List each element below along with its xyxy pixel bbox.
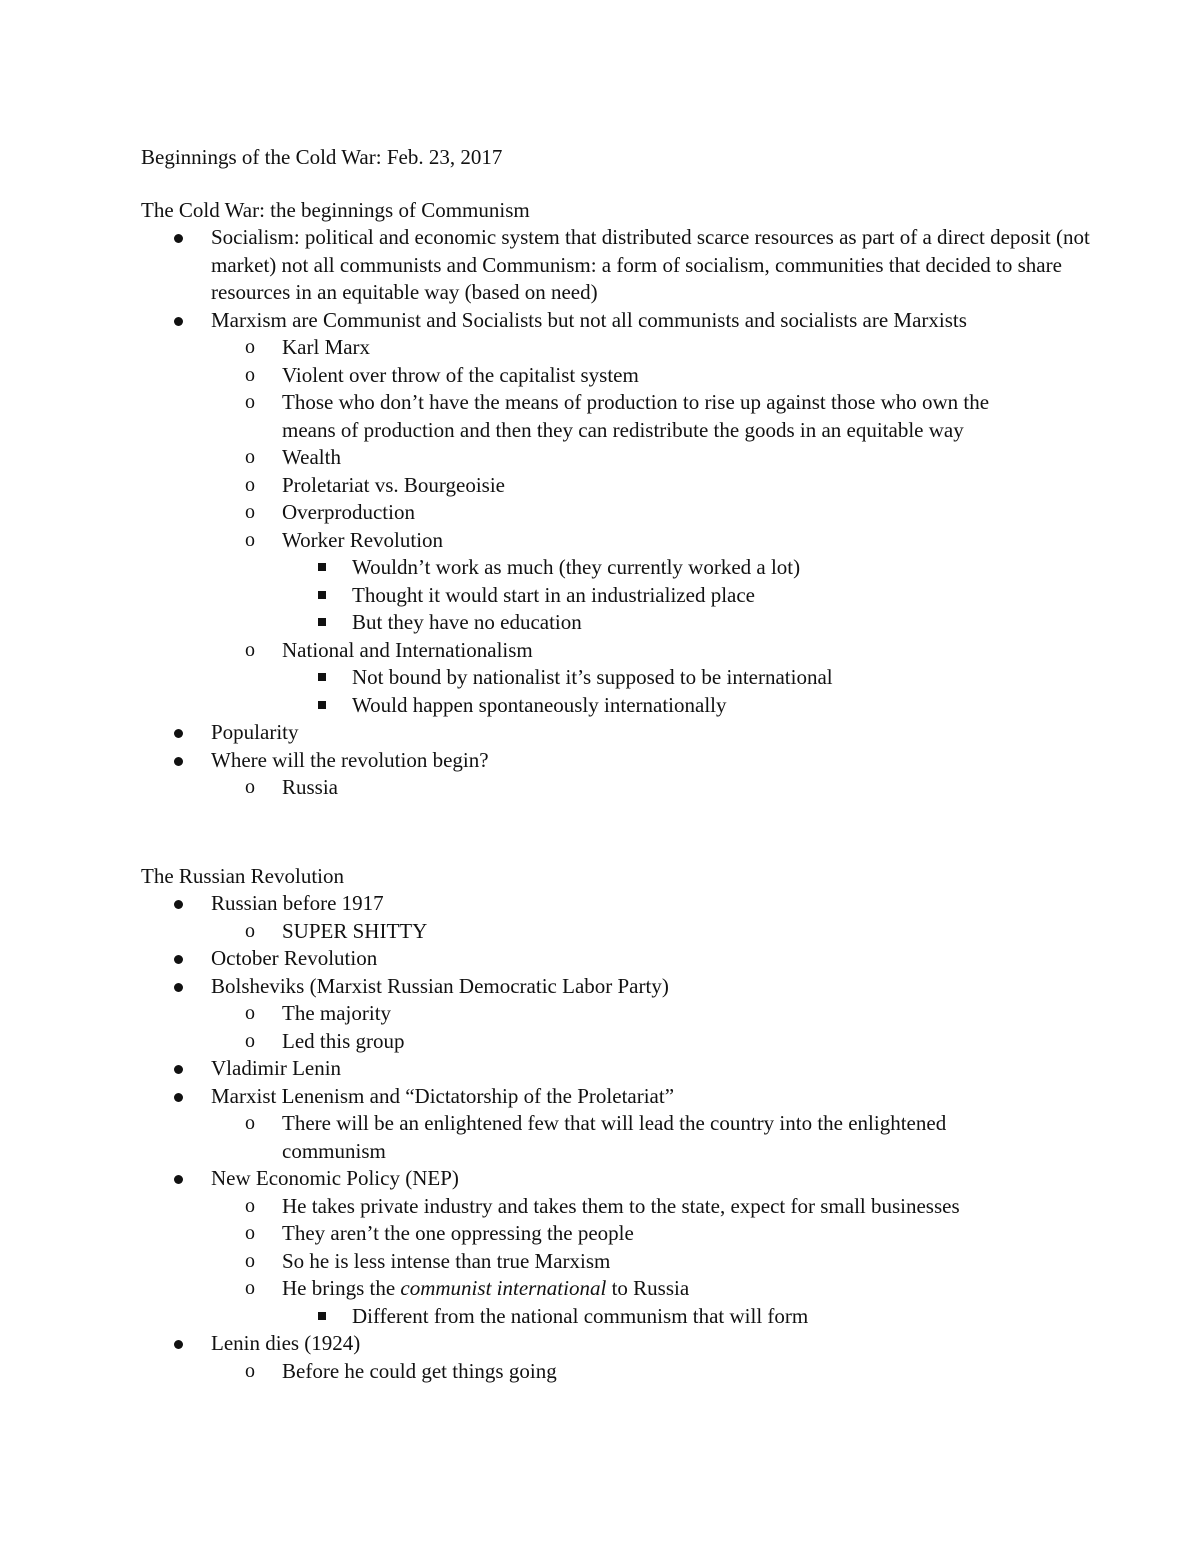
list-item-text-italic: communist international [400,1276,607,1300]
list-item-text: Vladimir Lenin [211,1056,342,1080]
bullet-disc-icon [174,955,183,964]
list-item [211,334,1042,362]
bullet-o-icon: o [245,1277,255,1299]
list-item [211,1000,1042,1028]
list-item-text: Popularity [211,720,299,744]
list-item-text: They aren’t the one oppressing the people [282,1221,634,1245]
list-item-text: October Revolution [211,946,378,970]
bullet-disc-icon [174,1065,183,1074]
list-item-text: Would happen spontaneously internationally [352,692,727,717]
list-item-text: Wealth [282,445,341,469]
bullet-o-icon: o [245,1222,255,1244]
bullet-o-icon: o [245,501,255,523]
list-item-text: Before he could get things going [282,1358,557,1383]
sub-list [211,1358,1111,1386]
list-item-text: Wouldn’t work as much (they currently worked a lot) [352,555,801,579]
list-item [282,554,972,582]
list-item-text: Marxist Lenenism and “Dictatorship of the Proletariat” [211,1083,675,1108]
list-item-text: Socialism: political and economic system that distributed scarce resources as part of a direct deposit (not market) not all communists and Communism: a form of socialism, communities that decided to share resources in an equitable way (based on need) [211,225,1090,304]
sub-list [211,918,1111,946]
sub-list [211,1193,1111,1331]
bullet-disc-icon [174,1175,183,1184]
list-item [141,224,1111,307]
bullet-disc-icon [174,1340,183,1349]
bullet-list [141,890,1111,1385]
list-item [141,1083,1111,1166]
list-item-text: SUPER SHITTY [282,918,428,943]
sub-sub-list [282,1303,1042,1331]
list-item-text: So he is less intense than true Marxism [282,1248,611,1273]
list-item-text: Those who don’t have the means of production to rise up against those who own the means of production and then they can redistribute the goods in an equitable way [282,390,990,442]
list-item-text: Lenin dies (1924) [211,1331,361,1355]
list-item-text-after: to Russia [606,1276,690,1300]
list-item-text: Led this group [282,1028,405,1053]
list-item-text: National and Internationalism [282,637,533,662]
sub-list [211,334,1111,719]
list-item-text: There will be an enlightened few that will lead the country into the enlightened communism [282,1111,947,1163]
list-item [211,1220,1042,1248]
bullet-o-icon: o [245,1194,255,1217]
bullet-o-icon: o [245,336,255,358]
list-item [141,307,1111,720]
bullet-o-icon: o [245,1029,255,1052]
list-item [282,664,972,692]
list-item [141,1055,1111,1083]
list-item-text: Karl Marx [282,335,371,359]
list-item [211,527,1042,637]
list-item-text: He takes private industry and takes them to the state, expect for small businesses [282,1193,960,1218]
bullet-o-icon: o [245,391,255,413]
list-item [141,945,1111,973]
list-item [211,1275,1042,1330]
list-item [211,774,1042,802]
list-item [141,890,1111,945]
list-item [211,637,1042,720]
list-item [282,582,972,610]
bullet-square-icon [318,591,326,599]
list-item [211,1248,1042,1276]
bullet-disc-icon [174,983,183,992]
list-item [141,719,1111,747]
bullet-o-icon: o [245,1249,255,1272]
bullet-square-icon [318,1312,326,1320]
bullet-o-icon: o [245,1112,255,1134]
list-item [141,1165,1111,1330]
bullet-disc-icon [174,729,183,738]
sub-sub-list [282,664,1042,719]
list-item-text: Where will the revolution begin? [211,747,489,772]
bullet-square-icon [318,618,326,626]
section-heading: The Russian Revolution [141,864,344,888]
bullet-disc-icon [174,757,183,766]
bullet-disc-icon [174,317,183,326]
section-russian-revolution [141,862,1111,1385]
sub-sub-list [282,554,1042,637]
bullet-disc-icon [174,900,183,909]
bullet-o-icon: o [245,776,255,798]
list-item-text: Russia [282,775,339,799]
list-item-text: Proletariat vs. Bourgeoisie [282,472,505,497]
list-item-text: Thought it would start in an industrialized place [352,582,755,607]
bullet-square-icon [318,563,326,571]
sub-list [211,774,1111,802]
bullet-o-icon: o [245,528,255,551]
bullet-disc-icon [174,234,183,243]
section-heading: The Cold War: the beginnings of Communism [141,198,530,222]
list-item [211,499,1042,527]
bullet-o-icon: o [245,363,255,386]
list-item-text: Violent over throw of the capitalist system [282,362,639,387]
list-item-text: But they have no education [352,610,582,634]
list-item-text-before: He brings the [282,1276,401,1300]
bullet-o-icon: o [245,638,255,661]
bullet-o-icon: o [245,1002,255,1024]
bullet-square-icon [318,701,326,709]
list-item [141,973,1111,1056]
list-item-text: Marxism are Communist and Socialists but not all communists and socialists are Marxists [211,307,967,332]
list-item [282,1303,972,1331]
list-item [211,389,1042,444]
list-item [141,747,1111,802]
list-item-text: Worker Revolution [282,527,444,552]
list-item-text: New Economic Policy (NEP) [211,1166,459,1190]
list-item [211,362,1042,390]
bullet-list [141,224,1111,802]
list-item [211,1358,1042,1386]
list-item-text: Different from the national communism that will form [352,1303,809,1328]
list-item [282,609,972,637]
sub-list [211,1110,1111,1165]
list-item-text: Bolsheviks (Marxist Russian Democratic Labor Party) [211,973,669,998]
list-item [211,444,1042,472]
list-item-text: Not bound by nationalist it’s supposed to be international [352,665,833,689]
list-item [211,1193,1042,1221]
list-item-text: Russian before 1917 [211,891,384,915]
bullet-disc-icon [174,1093,183,1102]
bullet-square-icon [318,673,326,681]
bullet-o-icon: o [245,446,255,468]
list-item [211,1028,1042,1056]
document-title: Beginnings of the Cold War: Feb. 23, 2017 [141,145,503,169]
list-item-text: The majority [282,1001,392,1025]
bullet-o-icon: o [245,473,255,496]
section-cold-war-communism [141,196,1111,802]
list-item-text: Overproduction [282,500,415,524]
list-item [141,1330,1111,1385]
bullet-o-icon: o [245,1359,255,1382]
bullet-o-icon: o [245,919,255,942]
list-item [282,692,972,720]
sub-list [211,1000,1111,1055]
list-item [211,472,1042,500]
list-item [211,1110,1042,1165]
list-item [211,918,1042,946]
